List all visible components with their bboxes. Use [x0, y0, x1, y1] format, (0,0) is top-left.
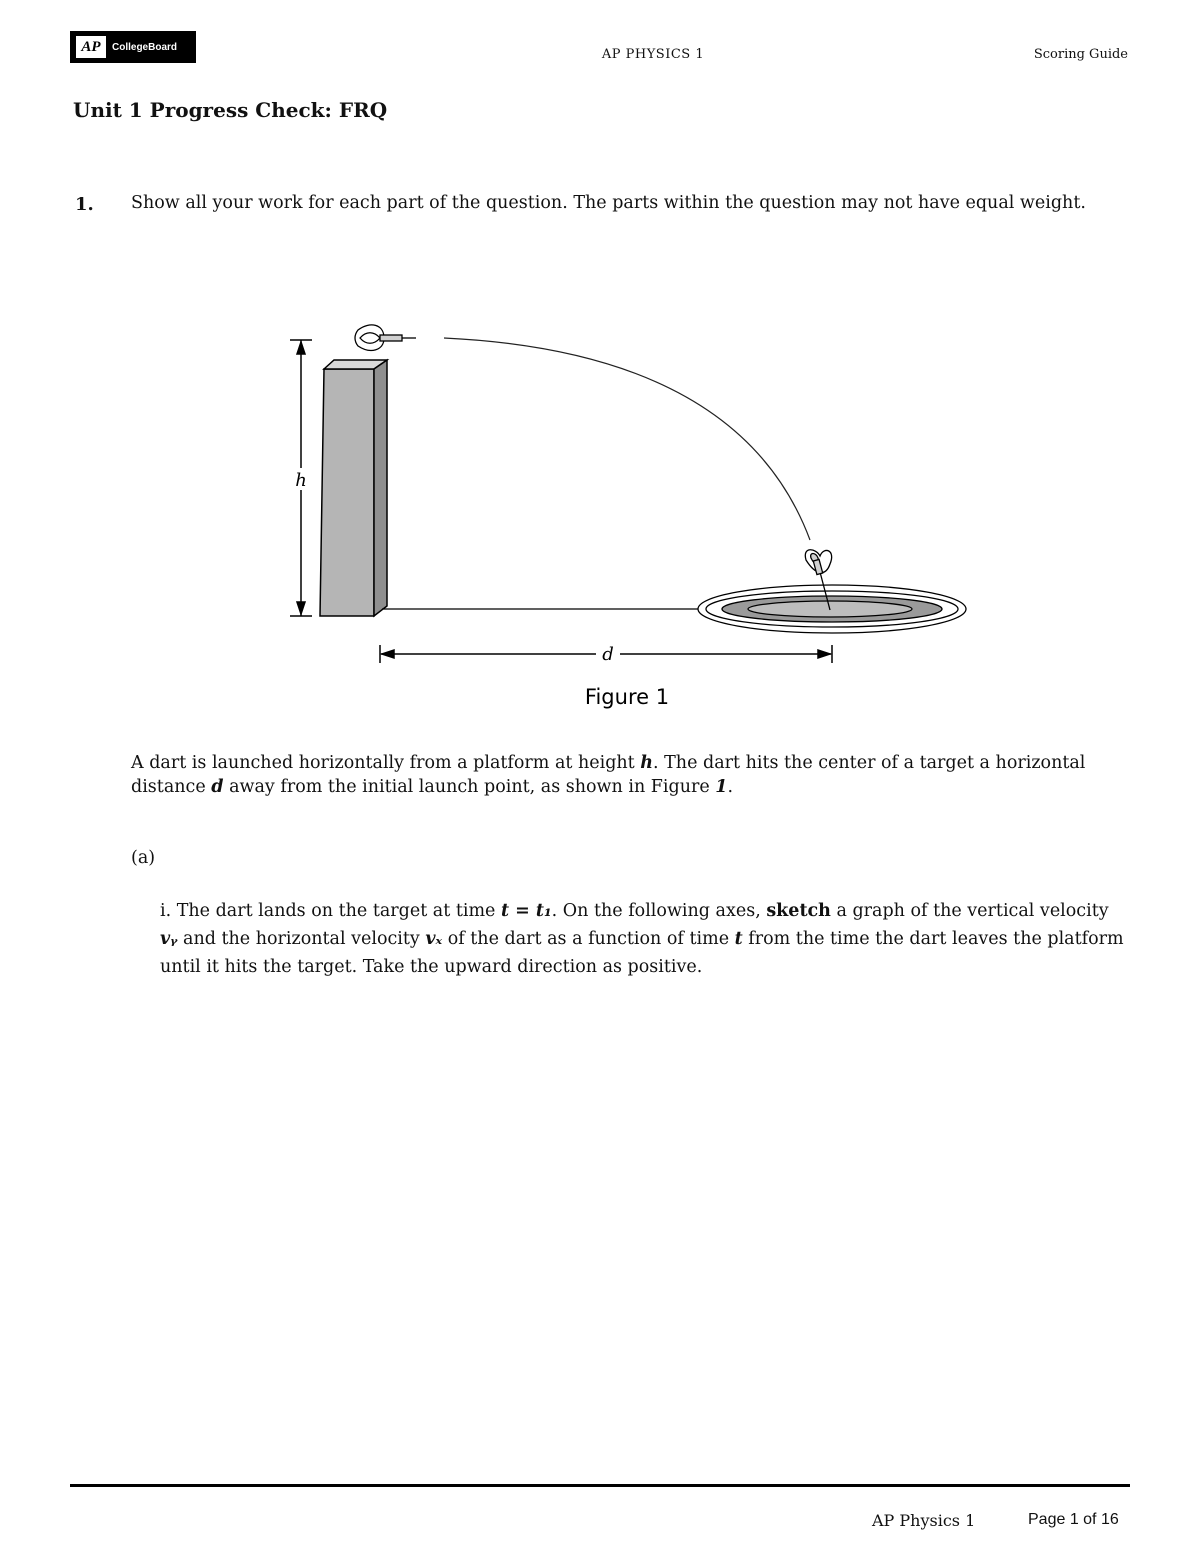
page-title: Unit 1 Progress Check: FRQ — [73, 98, 388, 122]
target-board — [698, 585, 966, 633]
header-course-title: AP PHYSICS 1 — [601, 47, 705, 62]
variable-vx: vₓ — [425, 929, 443, 949]
statement-text-2: . The dart hits the center of a target a horizontal distance — [131, 753, 1086, 797]
statement-text-4: . — [727, 777, 734, 797]
figure-1-diagram — [260, 310, 1000, 730]
prompt-text-4: and the horizontal velocity — [177, 929, 426, 949]
part-a-label: (a) — [131, 848, 156, 868]
part-a-i-prompt — [160, 897, 1130, 981]
header-scoring-guide: Scoring Guide — [1033, 47, 1128, 62]
variable-vy: vᵧ — [160, 929, 178, 949]
statement-text-1: A dart is launched horizontally from a platform at height — [131, 753, 641, 773]
variable-d: d — [211, 777, 224, 797]
prompt-text-1: i. The dart lands on the target at time — [160, 901, 501, 921]
variable-h: h — [640, 753, 653, 773]
dart-launch-icon — [355, 325, 416, 351]
dart-trajectory — [444, 338, 810, 540]
question-number: 1. — [75, 194, 94, 215]
logo-collegeboard-text: CollegeBoard — [112, 41, 178, 53]
problem-statement — [131, 751, 1091, 799]
distance-label: d — [602, 644, 614, 665]
prompt-text-6: from the time the dart leaves the platform until it hits the target. Take the upward direction as positive. — [160, 929, 1124, 977]
figure-number: 1 — [715, 777, 728, 797]
prompt-text-5: of the dart as a function of time — [442, 929, 735, 949]
prompt-text-2: . On the following axes, — [551, 901, 767, 921]
figure-caption: Figure 1 — [584, 685, 670, 709]
platform-pillar — [320, 360, 387, 616]
equation-t-equals-t1: t = t₁ — [500, 901, 552, 921]
height-label: h — [295, 470, 307, 491]
variable-t: t — [734, 929, 743, 949]
logo-ap-mark: AP — [76, 36, 106, 58]
prompt-keyword-sketch: sketch — [766, 901, 831, 921]
statement-text-3: away from the initial launch point, as shown in Figure — [223, 777, 716, 797]
question-instruction: Show all your work for each part of the question. The parts within the question may not have equal weight. — [131, 193, 1086, 213]
footer-divider — [70, 1484, 1130, 1487]
prompt-text-3: a graph of the vertical velocity — [830, 901, 1109, 921]
footer-course: AP Physics 1 — [872, 1511, 976, 1530]
footer-page-number: Page 1 of 16 — [1028, 1511, 1119, 1528]
